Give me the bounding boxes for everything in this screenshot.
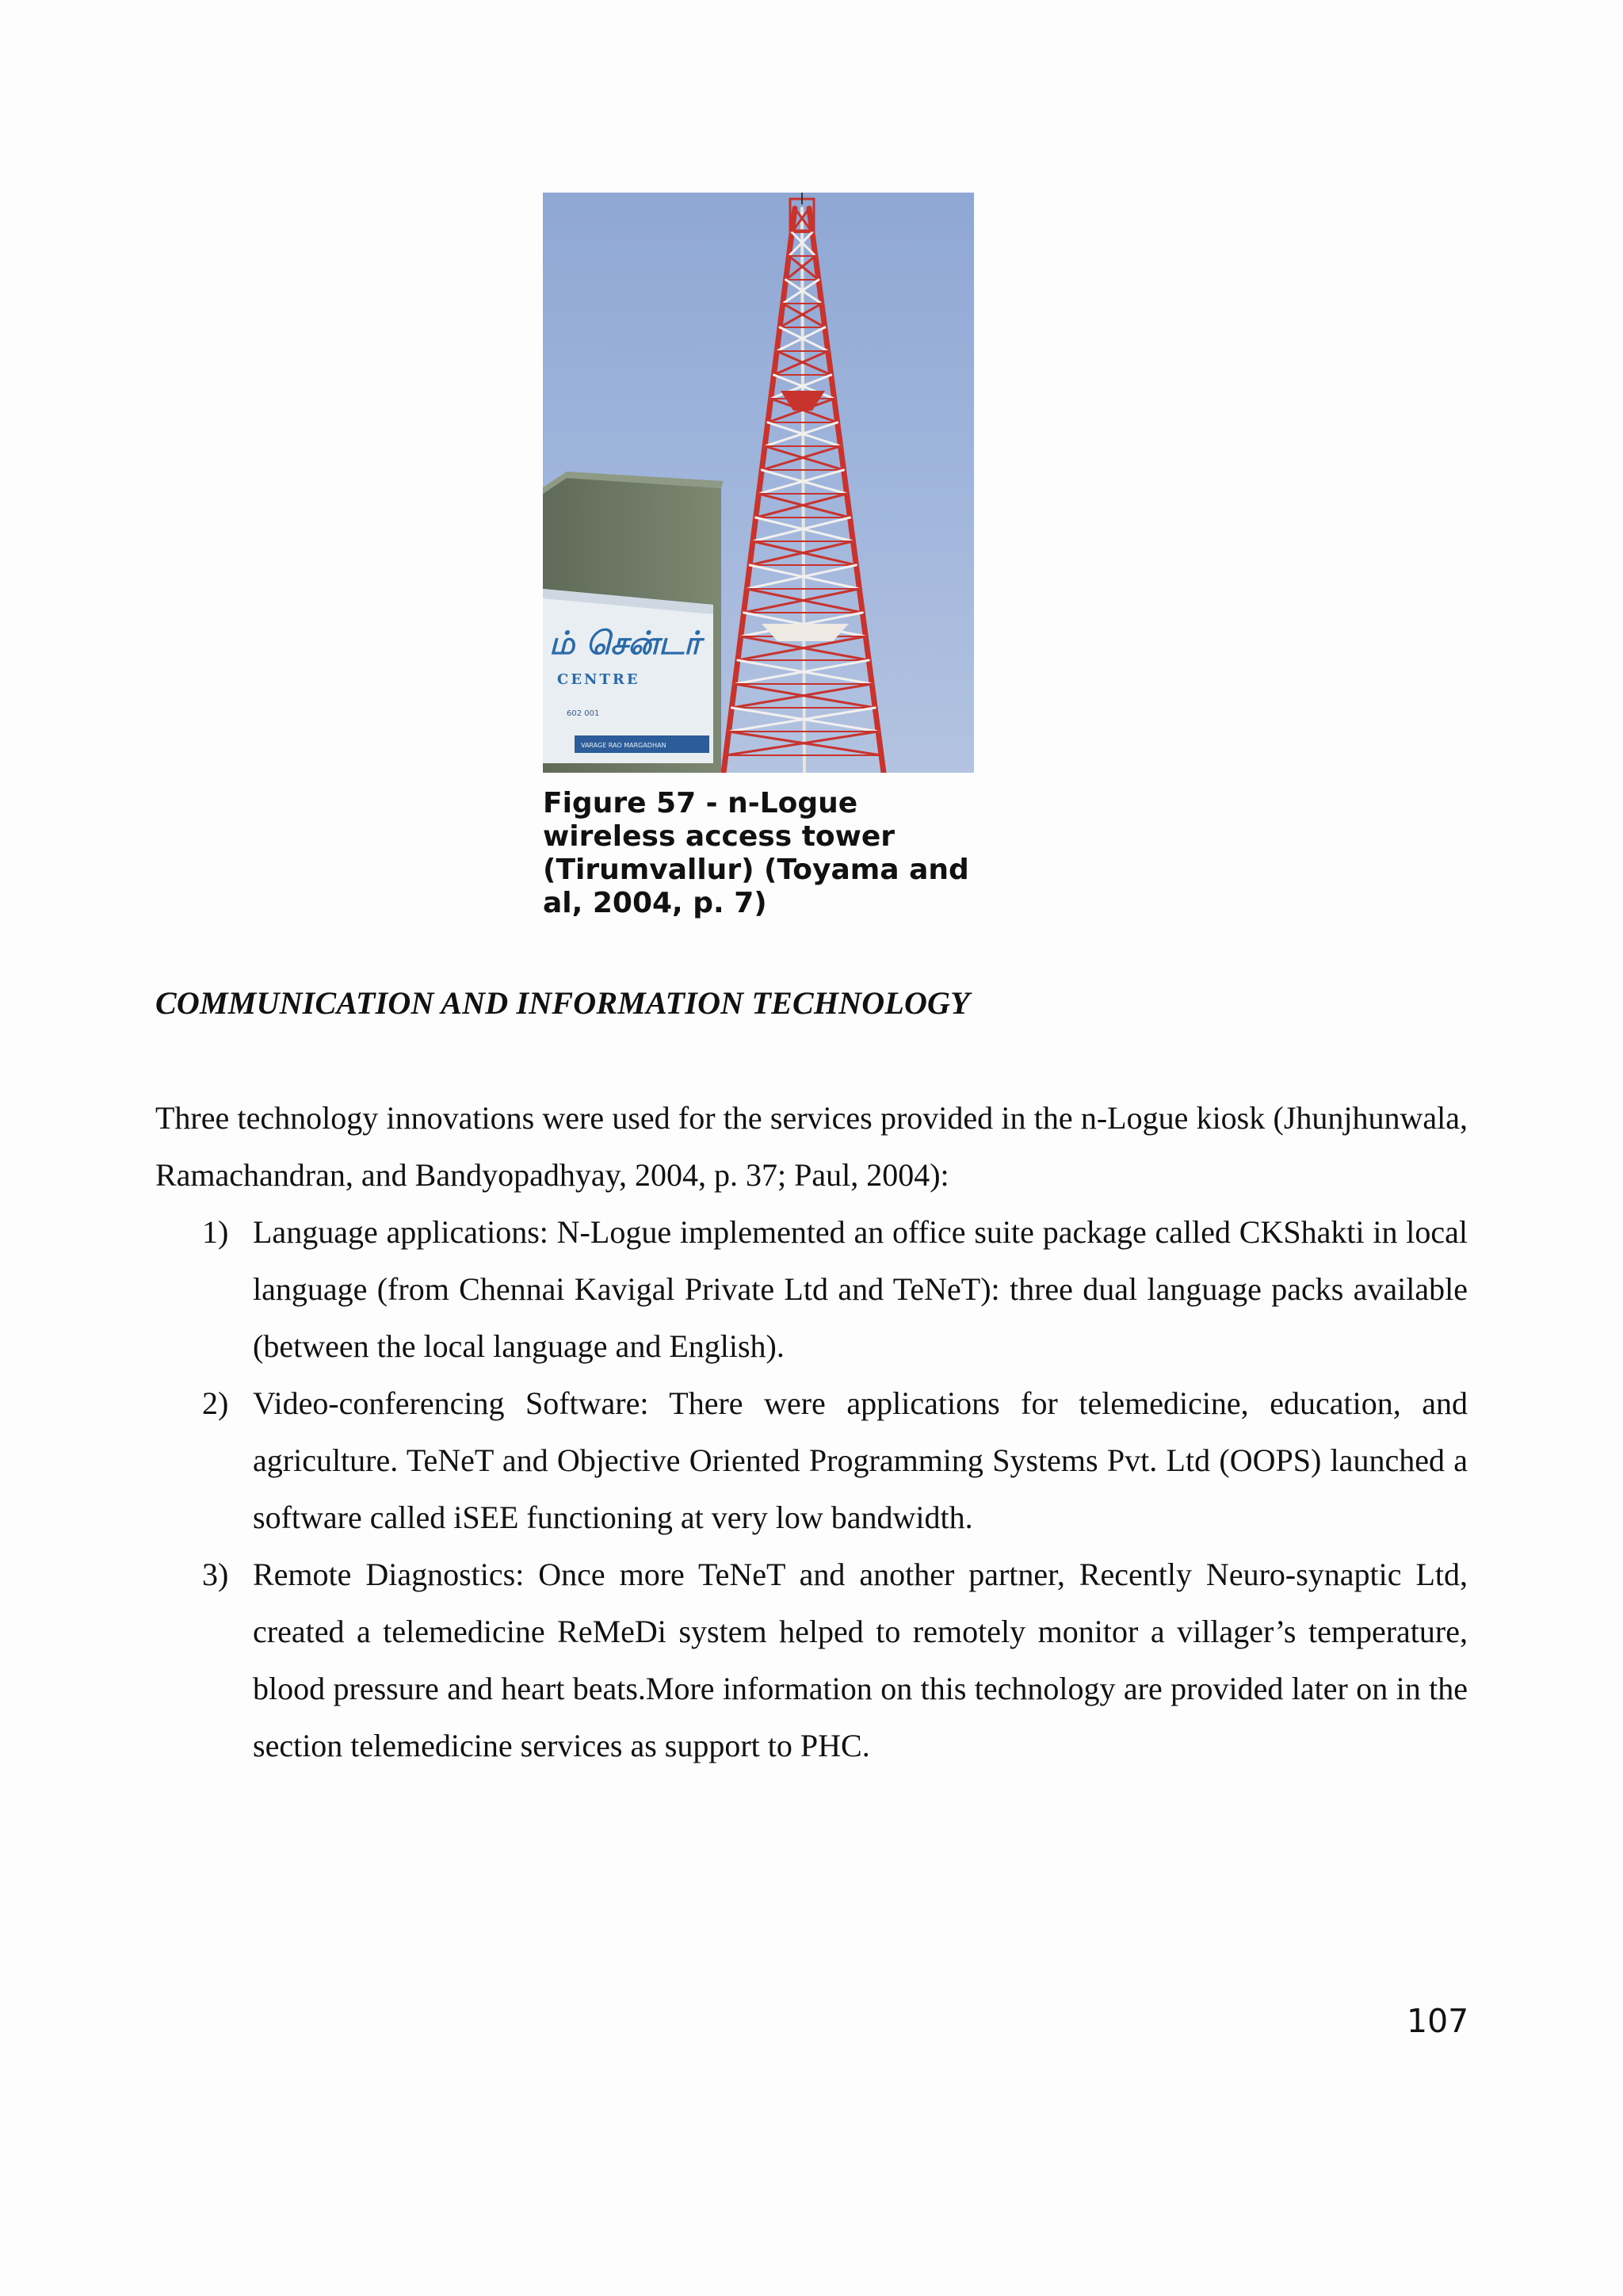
list-item-text: Remote Diagnostics: Once more TeNeT and another partner, Recently Neuro-synaptic Ltd, created a telemedicine ReMeDi system helped to remotely monitor a villager’s temperature, blood pressure and heart beats.More information on this technology are provided later on in the section telemedicine services as support to PHC. — [253, 1557, 1468, 1763]
list-item-number: 3) — [202, 1557, 229, 1592]
list-item-text: Language applications: N-Logue implemented an office suite package called CKShakti in local language (from Chennai Kavigal Private Ltd and TeNeT): three dual language packs available (between the local language and English). — [253, 1214, 1468, 1364]
list-item — [155, 1546, 1468, 1775]
list-item — [155, 1204, 1468, 1375]
telecom-tower-photo — [543, 193, 974, 773]
figure-caption: Figure 57 - n-Logue wireless access tower (Tirumvallur) (Toyama and al, 2004, p. 7) — [543, 787, 969, 919]
building-sign — [543, 589, 713, 763]
svg-text:602 001: 602 001 — [567, 709, 600, 718]
svg-text:ம் சென்டர்: ம் சென்டர் — [549, 625, 701, 662]
list-item-number: 2) — [202, 1385, 229, 1421]
figure — [543, 193, 974, 920]
page-number: 107 — [1407, 2002, 1469, 2040]
body-text — [155, 1090, 1468, 1775]
innovation-list — [155, 1204, 1468, 1775]
svg-text:VARAGE RAO MARGADHAN: VARAGE RAO MARGADHAN — [581, 742, 666, 749]
svg-text:CENTRE: CENTRE — [557, 671, 640, 688]
list-item-number: 1) — [202, 1214, 229, 1250]
intro-paragraph: Three technology innovations were used for the services provided in the n-Logue kiosk (Jhunjhunwala, Ramachandran, and Bandyopadhyay, 2004, p. 37; Paul, 2004): — [155, 1100, 1468, 1193]
list-item — [155, 1375, 1468, 1546]
list-item-text: Video-conferencing Software: There were applications for telemedicine, education, and agriculture. TeNeT and Objective Oriented Programming Systems Pvt. Ltd (OOPS) launched a software called iSEE functioning at very low bandwidth. — [253, 1385, 1468, 1535]
section-heading: COMMUNICATION AND INFORMATION TECHNOLOGY — [155, 985, 970, 1021]
